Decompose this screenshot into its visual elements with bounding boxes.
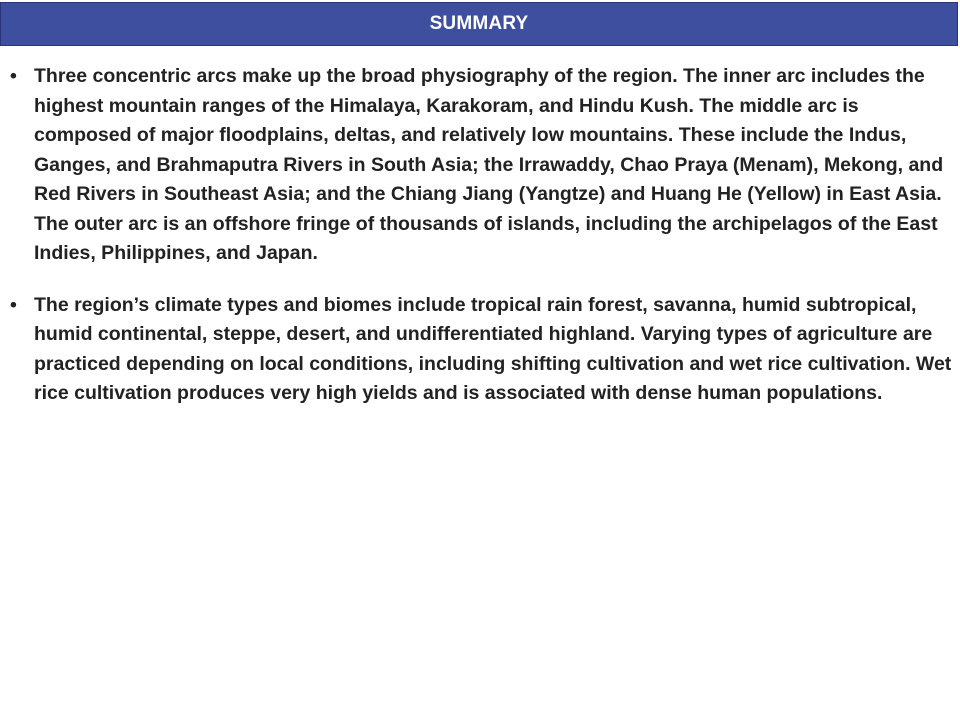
bullet-icon: • [10,65,17,87]
summary-header-bar [0,2,958,46]
page-title: SUMMARY [429,13,529,34]
bullet-text: Three concentric arcs make up the broad physiography of the region. The inner arc includes the highest mountain ranges of the Himalaya, Karakoram, and Hindu Kush. The middle arc is composed of major floodplains, deltas, and relatively low mountains. These include the Indus, Ganges, and Brahmaputra Rivers in South Asia; the Irrawaddy, Chao Praya (Menam), Mekong, and Red Rivers in Southeast Asia; and the Chiang Jiang (Yangtze) and Huang He (Yellow) in East Asia. The outer arc is an offshore fringe of thousands of islands, including the archipelagos of the East Indies, Philippines, and Japan. [34,65,944,264]
bullet-item-climate [10,291,956,409]
bullet-icon: • [10,293,17,316]
summary-content [10,62,956,409]
bullet-text: The region’s climate types and biomes include tropical rain forest, savanna, humid subtropical, humid continental, steppe, desert, and undifferentiated highland. Varying types of agriculture are practiced depending on local conditions, including shifting cultivation and wet rice cultivation. Wet rice cultivation produces very high yields and is associated with dense human populations. [34,293,952,404]
bullet-item-physiography [10,62,956,269]
